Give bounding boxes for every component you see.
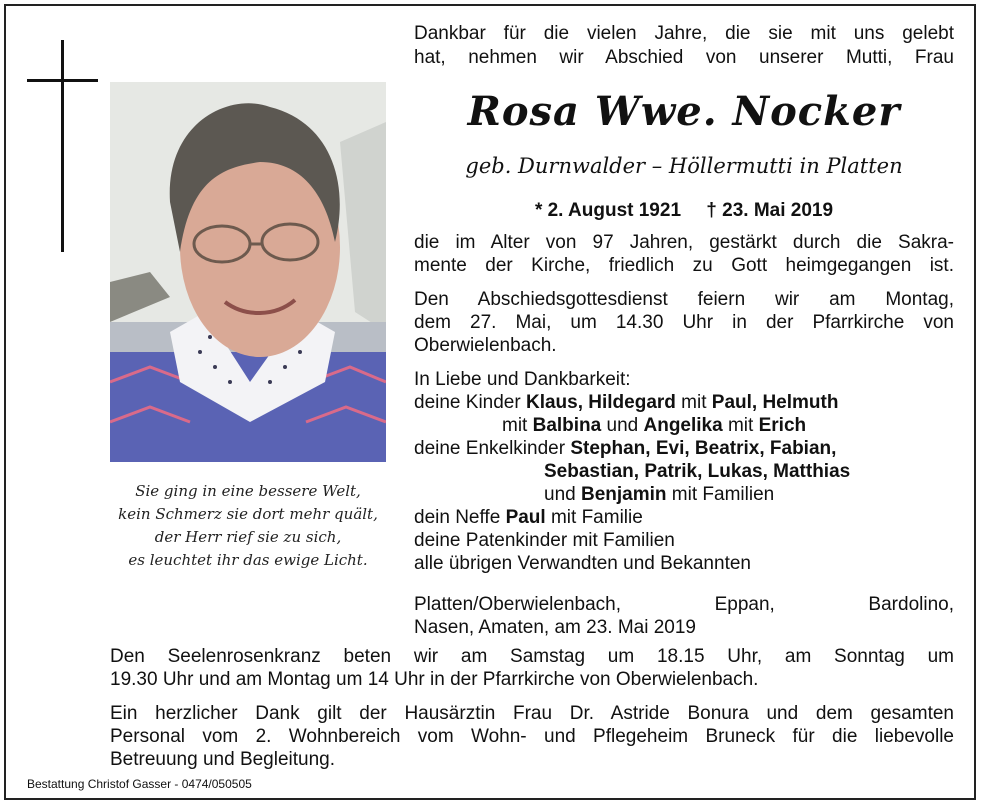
family-names: Erich bbox=[758, 415, 807, 436]
family-label: mit bbox=[502, 415, 533, 436]
family-line bbox=[414, 506, 954, 529]
family-label: mit bbox=[675, 392, 712, 413]
poem-line: Sie ging in eine bessere Welt, bbox=[135, 482, 361, 500]
family-label: mit Familie bbox=[545, 507, 643, 528]
family-names: Balbina bbox=[532, 415, 602, 436]
family-line: deine Patenkinder mit Familien bbox=[414, 530, 675, 551]
rosary-line: Den Seelenrosenkranz beten wir am Samstag um 18.15 Uhr, am Sonntag um bbox=[110, 646, 954, 667]
poem-line: kein Schmerz sie dort mehr quält, bbox=[118, 505, 378, 523]
cross-icon-bar bbox=[27, 79, 98, 82]
intro-line: Dankbar für die vielen Jahre, die sie mit uns gelebt bbox=[414, 23, 954, 44]
portrait-photo bbox=[110, 82, 386, 462]
rosary-text bbox=[110, 645, 954, 691]
family-label: deine Enkelkinder bbox=[414, 438, 571, 459]
poem-line: der Herr rief sie zu sich, bbox=[154, 528, 342, 546]
death-text-line: mente der Kirche, friedlich zu Gott heimgegangen ist. bbox=[414, 255, 954, 276]
thanks-text bbox=[110, 702, 954, 771]
family-label: mit bbox=[722, 415, 759, 436]
place-date bbox=[414, 593, 954, 639]
intro-text bbox=[414, 22, 954, 70]
service-line: Oberwielenbach. bbox=[414, 335, 557, 356]
service-line: Den Abschiedsgottesdienst feiern wir am Montag, bbox=[414, 289, 954, 310]
family-names: Stephan, Evi, Beatrix, Fabian, bbox=[570, 438, 837, 459]
service-line: dem 27. Mai, um 14.30 Uhr in der Pfarrkirche von bbox=[414, 312, 954, 333]
family-names: Angelika bbox=[643, 415, 723, 436]
family-names: Benjamin bbox=[580, 484, 667, 505]
rosary-line: 19.30 Uhr und am Montag um 14 Uhr in der Pfarrkirche von Oberwielenbach. bbox=[110, 669, 759, 690]
family-names: Paul, Helmuth bbox=[711, 392, 839, 413]
deceased-name: Rosa Wwe. Nocker bbox=[467, 88, 901, 135]
poem bbox=[110, 480, 386, 572]
family-line bbox=[414, 437, 954, 460]
birth-date: * 2. August 1921 bbox=[534, 200, 682, 221]
death-text bbox=[414, 231, 954, 277]
thanks-line: Ein herzlicher Dank gilt der Hausärztin Frau Dr. Astride Bonura und dem gesamten bbox=[110, 703, 954, 724]
place-line: Platten/Oberwielenbach, Eppan, Bardolino, bbox=[414, 594, 954, 615]
family-label: und bbox=[544, 484, 581, 505]
family-line bbox=[414, 483, 954, 506]
family-label: dein Neffe bbox=[414, 507, 506, 528]
family-heading: In Liebe und Dankbarkeit: bbox=[414, 369, 631, 390]
family-line bbox=[414, 414, 954, 437]
death-text-line: die im Alter von 97 Jahren, gestärkt durch die Sakra- bbox=[414, 232, 954, 253]
family-label: deine Kinder bbox=[414, 392, 526, 413]
birth-name: geb. Durnwalder – Höllermutti in Platten bbox=[465, 154, 903, 178]
thanks-line: Betreuung und Begleitung. bbox=[110, 749, 336, 770]
death-date: † 23. Mai 2019 bbox=[706, 200, 834, 221]
family-names: Sebastian, Patrik, Lukas, Matthias bbox=[544, 461, 851, 482]
family-line bbox=[414, 391, 954, 414]
family-list bbox=[414, 368, 954, 575]
funeral-home-footer: Bestattung Christof Gasser - 0474/050505 bbox=[27, 777, 252, 791]
intro-line: hat, nehmen wir Abschied von unserer Mutti, Frau bbox=[414, 47, 954, 68]
family-line bbox=[414, 460, 954, 483]
family-label: und bbox=[601, 415, 644, 436]
cross-icon bbox=[61, 40, 64, 252]
place-line: Nasen, Amaten, am 23. Mai 2019 bbox=[414, 617, 696, 638]
family-names: Paul bbox=[505, 507, 546, 528]
life-dates bbox=[414, 198, 954, 224]
thanks-line: Personal vom 2. Wohnbereich vom Wohn- und Pflegeheim Bruneck für die liebevolle bbox=[110, 726, 954, 747]
service-text bbox=[414, 288, 954, 357]
family-names: Klaus, Hildegard bbox=[525, 392, 676, 413]
family-label: mit Familien bbox=[666, 484, 775, 505]
poem-line: es leuchtet ihr das ewige Licht. bbox=[128, 551, 368, 569]
family-line: alle übrigen Verwandten und Bekannten bbox=[414, 553, 751, 574]
